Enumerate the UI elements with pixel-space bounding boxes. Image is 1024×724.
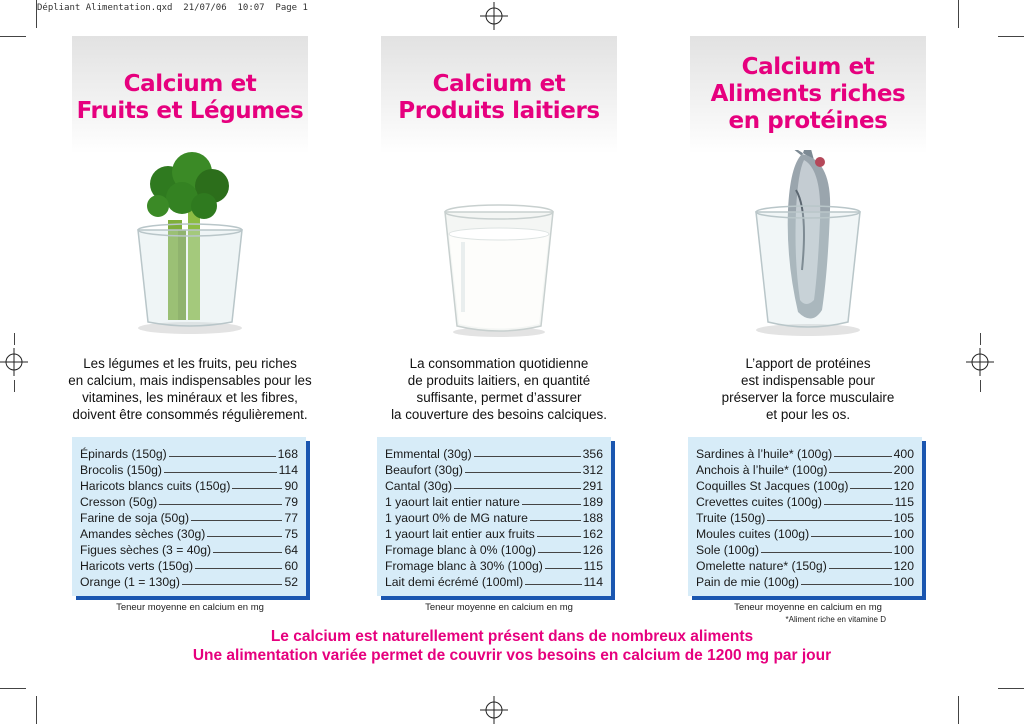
food-name: Haricots blancs cuits (150g) [80,479,231,493]
panel-title-line: Produits laitiers [398,98,600,124]
leader-line [454,488,581,489]
table-row [80,541,298,557]
crop-mark [958,0,959,28]
table-row [385,493,603,509]
calcium-value: 291 [582,479,603,493]
calcium-value: 168 [277,447,298,461]
table-note: Teneur moyenne en calcium en mg [425,602,573,613]
panel-fruits-legumes [68,0,312,724]
leader-line [159,504,282,505]
food-name: Pain de mie (100g) [696,575,799,589]
crop-mark [36,696,37,724]
food-name: Figues sèches (3 = 40g) [80,543,212,557]
food-name: Cantal (30g) [385,479,453,493]
leader-line [801,584,892,585]
table-row [80,525,298,541]
table-note: Teneur moyenne en calcium en mg [116,602,264,613]
table-row [696,477,914,493]
food-name: Cresson (50g) [80,495,158,509]
table-row [80,557,298,573]
food-name: Fromage blanc à 0% (100g) [385,543,537,557]
leader-line [169,456,276,457]
panel-title-line: Aliments riches [710,81,906,107]
table-row [696,557,914,573]
panel-title-line: Calcium et [432,71,566,97]
calcium-value: 79 [284,495,298,509]
table-row [696,509,914,525]
food-name: Épinards (150g) [80,447,167,461]
leader-line [538,552,581,553]
table-row [385,509,603,525]
calcium-value: 356 [582,447,603,461]
calcium-value: 52 [284,575,298,589]
crop-mark [36,0,37,28]
crop-mark [958,696,959,724]
food-name: Truite (150g) [696,511,766,525]
crop-mark [998,36,1024,37]
leader-line [829,472,891,473]
vitamin-d-footnote: *Aliment riche en vitamine D [785,615,886,624]
footer-line-2: Une alimentation variée permet de couvrir vos besoins en calcium de 1200 mg par jour [192,647,832,664]
table-row [80,477,298,493]
table-row [80,509,298,525]
leader-line [191,520,282,521]
food-name: 1 yaourt lait entier nature [385,495,520,509]
crop-mark [998,688,1024,689]
panel-title-line: Fruits et Légumes [76,98,304,124]
food-name: Moules cuites (100g) [696,527,810,541]
table-row [80,493,298,509]
calcium-value: 100 [893,527,914,541]
calcium-value: 100 [893,575,914,589]
calcium-value: 312 [582,463,603,477]
calcium-value: 120 [893,559,914,573]
leader-line [525,584,581,585]
registration-mark-right [966,348,994,376]
leader-line [522,504,581,505]
leader-line [207,536,282,537]
broccoli-glass-illustration [72,150,308,340]
food-name: Crevettes cuites (100g) [696,495,822,509]
leader-line [530,520,581,521]
footer-line-1: Le calcium est naturellement présent dans de nombreux aliments [270,628,754,645]
table-row [80,445,298,461]
leader-line [767,520,891,521]
table-note: Teneur moyenne en calcium en mg [734,602,882,613]
leader-line [213,552,282,553]
food-name: Anchois à l’huile* (100g) [696,463,828,477]
crop-mark [0,36,26,37]
calcium-value: 115 [894,495,914,509]
leader-line [474,456,581,457]
leader-line [232,488,282,489]
leader-line [465,472,581,473]
leader-line [761,552,892,553]
table-row [385,525,603,541]
calcium-table [688,437,922,596]
leader-line [537,536,581,537]
leader-line [829,568,892,569]
food-name: Sardines à l’huile* (100g) [696,447,833,461]
panel-title-line: en protéines [728,108,888,134]
crop-mark [14,380,15,392]
table-row [696,573,914,589]
leader-line [182,584,283,585]
calcium-value: 64 [284,543,298,557]
calcium-value: 60 [284,559,298,573]
food-name: Lait demi écrémé (100ml) [385,575,524,589]
leader-line [850,488,891,489]
table-row [696,541,914,557]
calcium-value: 114 [583,575,603,589]
panel-intro: Les légumes et les fruits, peu riches en calcium, mais indispensables pour les vitamines, les minéraux et les fibres, doivent être consommés régulièrement. [68,356,312,422]
panel-title-line: Calcium et [123,71,257,97]
crop-mark [14,333,15,345]
panel-proteines [690,0,926,724]
panel-intro: L’apport de protéines est indispensable pour préserver la force musculaire et pour les os. [721,356,895,422]
leader-line [164,472,277,473]
panel-produits-laitiers [381,0,617,724]
table-row [385,461,603,477]
leader-line [545,568,582,569]
calcium-table [377,437,611,596]
food-name: Farine de soja (50g) [80,511,190,525]
leader-line [195,568,282,569]
food-name: 1 yaourt lait entier aux fruits [385,527,535,541]
food-name: Coquilles St Jacques (100g) [696,479,849,493]
calcium-value: 100 [893,543,914,557]
calcium-value: 90 [284,479,298,493]
calcium-value: 77 [284,511,298,525]
calcium-value: 105 [893,511,914,525]
leader-line [834,456,891,457]
calcium-value: 126 [582,543,603,557]
food-name: Sole (100g) [696,543,760,557]
crop-mark [980,380,981,392]
food-name: Orange (1 = 130g) [80,575,180,589]
food-name: Brocolis (150g) [80,463,162,477]
calcium-value: 200 [893,463,914,477]
table-row [696,445,914,461]
leader-line [811,536,892,537]
panel-title-line: Calcium et [741,54,875,80]
leader-line [824,504,893,505]
calcium-value: 188 [582,511,603,525]
food-name: Emmental (30g) [385,447,472,461]
table-row [385,445,603,461]
table-row [696,493,914,509]
milk-glass-illustration [381,150,617,340]
calcium-value: 189 [582,495,603,509]
print-slug: Dépliant Alimentation.qxd 21/07/06 10:07 Page 1 [37,3,308,13]
crop-mark [0,688,26,689]
table-row [696,525,914,541]
table-row [385,541,603,557]
table-row [80,573,298,589]
panel-intro: La consommation quotidienne de produits laitiers, en quantité suffisante, permet d’assurer la couverture des besoins calciques. [391,356,607,422]
calcium-value: 120 [893,479,914,493]
table-row [385,573,603,589]
calcium-value: 162 [582,527,603,541]
table-row [385,557,603,573]
table-row [80,461,298,477]
calcium-value: 114 [278,463,298,477]
food-name: Haricots verts (150g) [80,559,194,573]
table-row [696,461,914,477]
fish-glass-illustration [690,150,926,340]
food-name: Omelette nature* (150g) [696,559,827,573]
calcium-value: 115 [583,559,603,573]
registration-mark-left [0,348,28,376]
food-name: Beaufort (30g) [385,463,463,477]
calcium-value: 75 [284,527,298,541]
calcium-value: 400 [893,447,914,461]
calcium-table [72,437,306,596]
food-name: 1 yaourt 0% de MG nature [385,511,528,525]
table-row [385,477,603,493]
food-name: Fromage blanc à 30% (100g) [385,559,543,573]
food-name: Amandes sèches (30g) [80,527,206,541]
crop-mark [980,333,981,345]
